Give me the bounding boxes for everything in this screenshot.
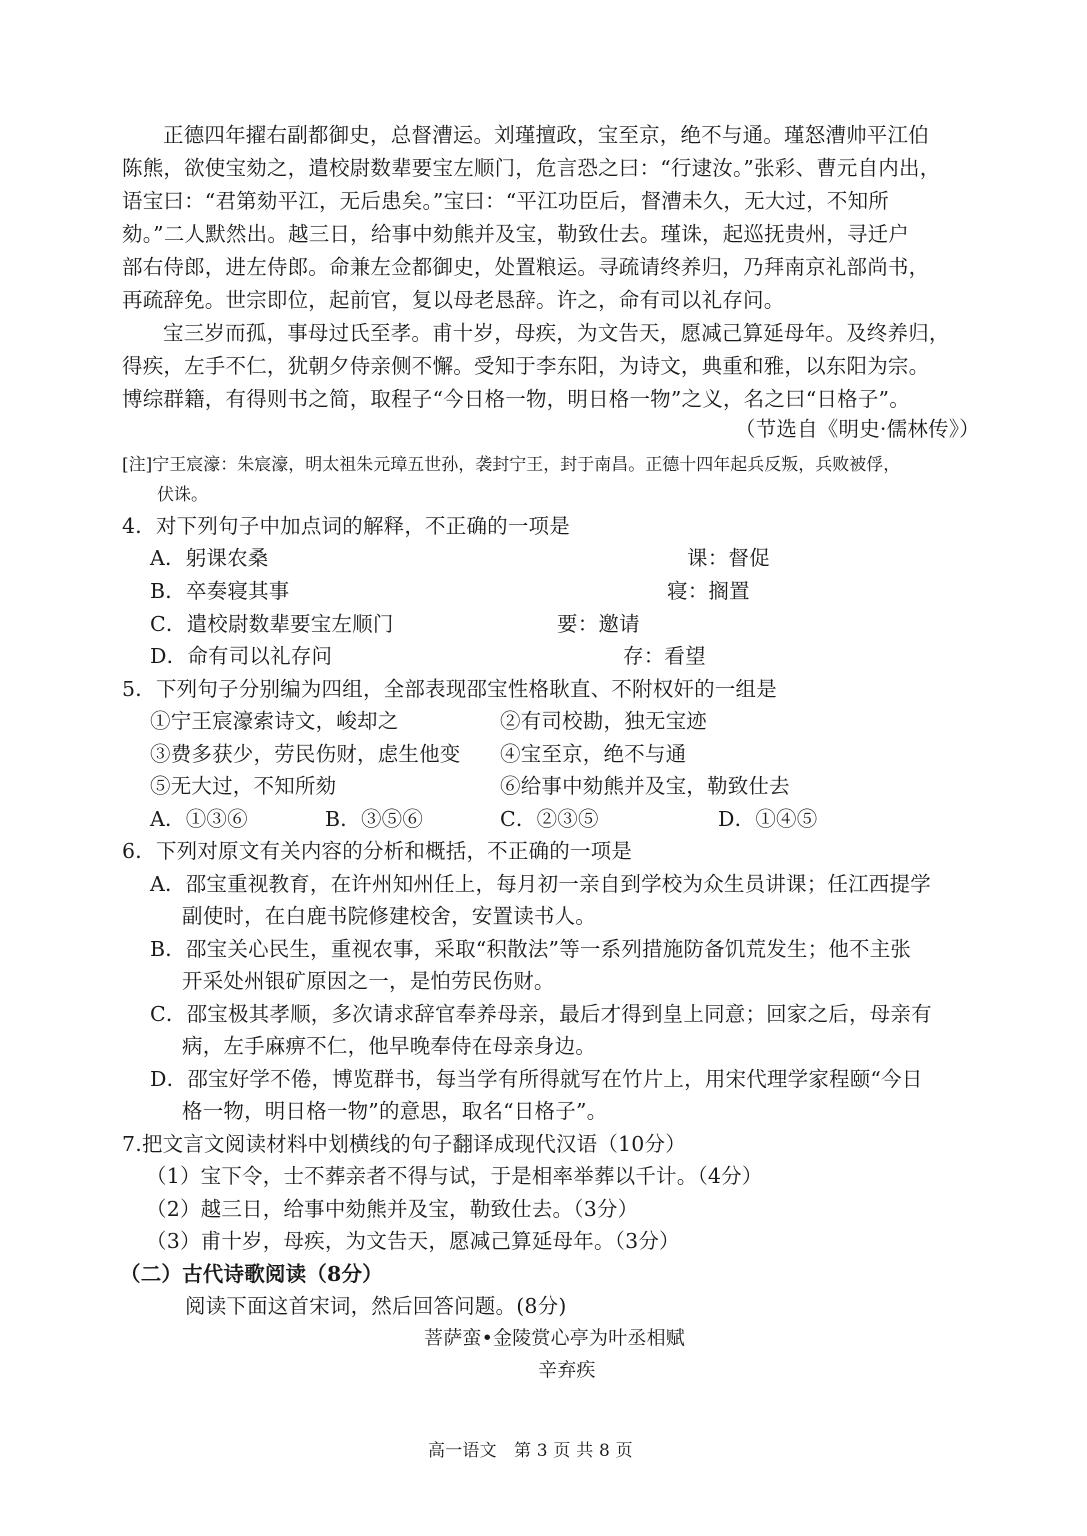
q4-option-b: B．卒奏寝其事 bbox=[150, 579, 290, 603]
q5-item: ①宁王宸濠索诗文，峻却之 bbox=[150, 709, 399, 733]
passage-line: 得疾，左手不仁，犹朝夕侍亲侧不懈。受知于李东阳，为诗文，典重和雅，以东阳为宗。 bbox=[122, 354, 930, 378]
q4-option-c: C．遣校尉数辈要宝左顺门 bbox=[150, 612, 394, 636]
q6-option-b: B．邵宝关心民生，重视农事，采取“积散法”等一系列措施防备饥荒发生；他不主张 bbox=[150, 937, 912, 961]
q6-option-d: D．邵宝好学不倦，博览群书，每当学有所得就写在竹片上，用宋代理学家程颐“今日 bbox=[150, 1067, 923, 1091]
q5-item: ④宝至京，绝不与通 bbox=[500, 742, 687, 766]
passage-line: 正德四年擢右副都御史，总督漕运。刘瑾擅政，宝至京，绝不与通。瑾怒漕帅平江伯 bbox=[163, 123, 929, 147]
section-heading: （二）古代诗歌阅读（8分） bbox=[120, 1262, 383, 1286]
q5-choice-b: B．③⑤⑥ bbox=[325, 807, 424, 831]
passage-line: 部右侍郎，进左侍郎。命兼左佥都御史，处置粮运。寻疏请终养归，乃拜南京礼部尚书， bbox=[122, 255, 930, 279]
q6-option-a: A．邵宝重视教育，在许州知州任上，每月初一亲自到学校为众生员讲课；任江西提学 bbox=[150, 872, 931, 896]
passage-source: （节选自《明史·儒林传》） bbox=[735, 417, 980, 441]
q4-option-a: A．躬课农桑 bbox=[150, 546, 269, 570]
q4-option-c-gloss: 要：邀请 bbox=[557, 612, 640, 636]
passage-note: [注]宁王宸濠：朱宸濠，明太祖朱元璋五世孙，袭封宁王，封于南昌。正德十四年起兵反叛，兵败被俘， bbox=[122, 455, 901, 475]
passage-line: 宝三岁而孤，事母过氏至孝。甫十岁，母疾，为文告天，愿减己算延母年。及终养归， bbox=[163, 321, 950, 345]
q4-option-d-gloss: 存：看望 bbox=[623, 644, 706, 668]
q5-choice-a: A．①③⑥ bbox=[150, 807, 248, 831]
passage-line: 劾。”二人默然出。越三日，给事中劾熊并及宝，勒致仕去。瑾诛，起巡抚贵州，寻迁户 bbox=[122, 222, 910, 246]
q7-item: （2）越三日，给事中劾熊并及宝，勒致仕去。（3分） bbox=[146, 1197, 639, 1221]
question-5-stem: 5．下列句子分别编为四组，全部表现邵宝性格耿直、不附权奸的一组是 bbox=[122, 677, 777, 701]
passage-line: 博综群籍，有得则书之简，取程子“今日格一物，明日格一物”之义，名之曰“日格子”。 bbox=[122, 387, 910, 411]
poem-title: 菩萨蛮•金陵赏心亭为叶丞相赋 bbox=[424, 1327, 686, 1349]
q7-item: （1）宝下令，士不葬亲者不得与试，于是相率举葬以千计。（4分） bbox=[146, 1164, 763, 1188]
page-footer: 高一语文 第 3 页 共 8 页 bbox=[428, 1441, 633, 1461]
q6-option-c: C．邵宝极其孝顺，多次请求辞官奉养母亲，最后才得到皇上同意；回家之后，母亲有 bbox=[150, 1002, 932, 1026]
q6-option-c-cont: 病，左手麻痹不仁，他早晚奉侍在母亲身边。 bbox=[182, 1034, 596, 1058]
poem-author: 辛弃疾 bbox=[538, 1359, 596, 1381]
passage-line: 再疏辞免。世宗即位，起前官，复以母老恳辞。许之，命有司以礼存问。 bbox=[122, 288, 785, 312]
passage-note-cont: 伏诛。 bbox=[157, 485, 208, 505]
q6-option-b-cont: 开采处州银矿原因之一，是怕劳民伤财。 bbox=[182, 969, 555, 993]
q4-option-a-gloss: 课：督促 bbox=[687, 546, 770, 570]
q5-choice-c: C．②③⑤ bbox=[500, 807, 599, 831]
question-7-stem: 7.把文言文阅读材料中划横线的句子翻译成现代汉语（10分） bbox=[122, 1132, 686, 1156]
q5-item: ⑥给事中劾熊并及宝，勒致仕去 bbox=[500, 774, 790, 798]
q4-option-d: D．命有司以礼存问 bbox=[150, 644, 333, 668]
q6-option-d-cont: 格一物，明日格一物”的意思，取名“日格子”。 bbox=[182, 1099, 608, 1123]
passage-line: 语宝曰：“君第劾平江，无后患矣。”宝曰：“平江功臣后，督漕未久，无大过，不知所 bbox=[122, 189, 889, 213]
q5-item: ③费多获少，劳民伤财，虑生他变 bbox=[150, 742, 461, 766]
q4-option-b-gloss: 寝：搁置 bbox=[667, 579, 750, 603]
q5-choice-d: D．①④⑤ bbox=[718, 807, 818, 831]
question-6-stem: 6．下列对原文有关内容的分析和概括，不正确的一项是 bbox=[122, 839, 633, 863]
q5-item: ②有司校勘，独无宝迹 bbox=[500, 709, 707, 733]
q6-option-a-cont: 副使时，在白鹿书院修建校舍，安置读书人。 bbox=[182, 904, 596, 928]
q7-item: （3）甫十岁，母疾，为文告天，愿减己算延母年。（3分） bbox=[146, 1229, 680, 1253]
passage-line: 陈熊，欲使宝劾之，遣校尉数辈要宝左顺门，危言恐之曰：“行逮汝。”张彩、曹元自内出， bbox=[122, 156, 941, 180]
question-4-stem: 4．对下列句子中加点词的解释，不正确的一项是 bbox=[122, 514, 570, 538]
q5-item: ⑤无大过，不知所劾 bbox=[150, 774, 337, 798]
section-instruction: 阅读下面这首宋词，然后回答问题。(8分) bbox=[185, 1294, 567, 1318]
